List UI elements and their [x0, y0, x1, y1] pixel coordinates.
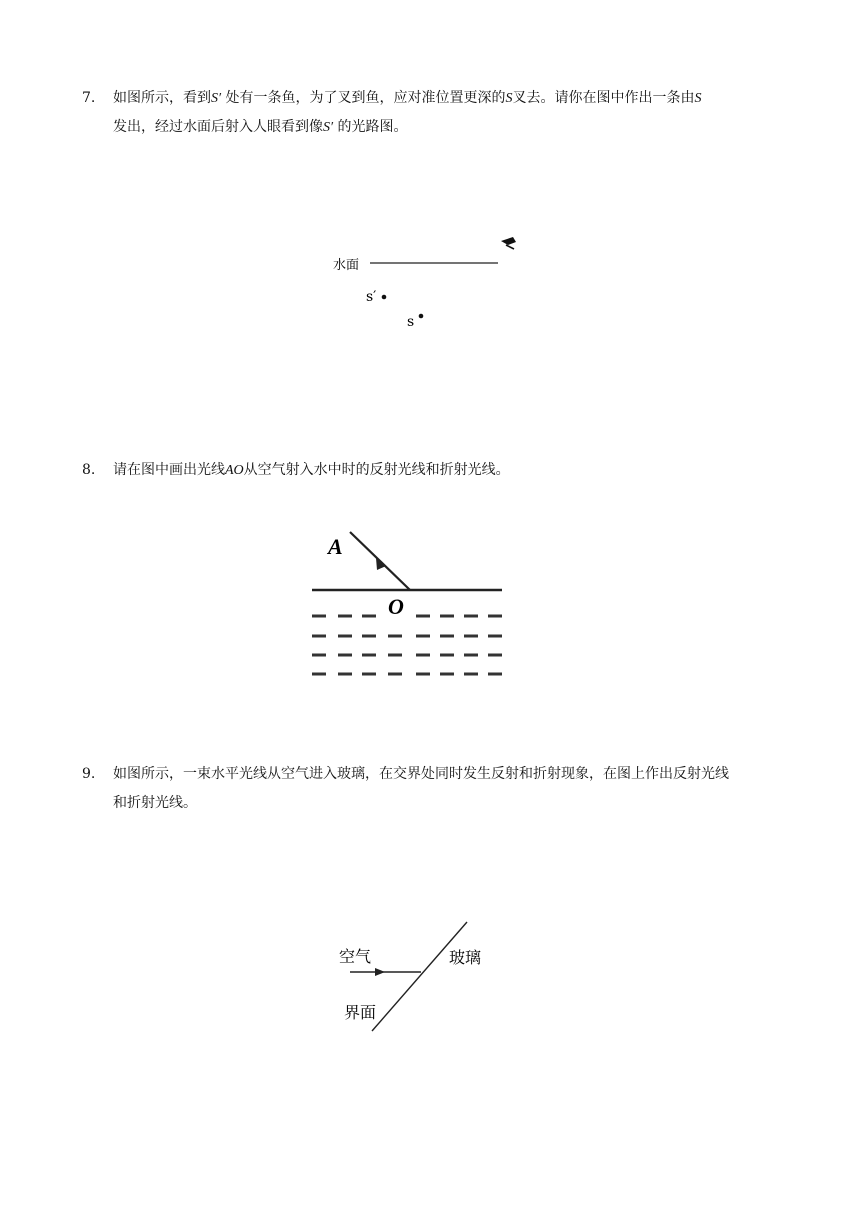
text-segment: 处有一条鱼，为了叉到鱼，应对准位置更深的 — [221, 90, 506, 106]
incident-ray-ao — [350, 532, 410, 590]
text-segment: 发出，经过水面后射入人眼看到像 — [113, 119, 323, 135]
question-text — [113, 760, 782, 818]
question-line — [113, 84, 782, 113]
text-segment: 叉去。请你在图中作出一条由 — [512, 90, 695, 106]
text-segment: 请在图中画出光线 — [113, 462, 225, 478]
text-segment: 的光路图。 — [333, 119, 408, 135]
text-segment: 如图所示，一束水平光线从空气进入玻璃，在交界处同时发生反射和折射现象，在图上作出反射光线 — [113, 766, 729, 782]
symbol-s-prime: S′ — [211, 91, 222, 106]
interface-line — [372, 922, 467, 1031]
question-9 — [82, 760, 782, 818]
figure-water-surface — [328, 228, 528, 336]
symbol-ao: AO — [225, 463, 244, 478]
question-8 — [82, 456, 782, 485]
object-point-label: s — [407, 314, 415, 330]
question-text — [113, 84, 782, 142]
interface-label: 界面 — [344, 1003, 377, 1022]
question-number: 7. — [82, 90, 96, 106]
question-7 — [82, 84, 782, 142]
question-number: 9. — [82, 766, 96, 782]
question-line — [113, 760, 782, 789]
incidence-point-label: O — [388, 594, 404, 619]
symbol-s: S — [694, 91, 702, 106]
text-segment: 从空气射入水中时的反射光线和折射光线。 — [243, 462, 510, 478]
question-line — [113, 789, 782, 818]
glass-label: 玻璃 — [449, 948, 482, 967]
arrow-head-icon — [375, 968, 385, 976]
text-segment: 如图所示，看到 — [113, 90, 211, 106]
figure-air-glass — [332, 918, 492, 1036]
symbol-s: S — [505, 91, 513, 106]
figure-air-water — [306, 528, 506, 684]
air-label: 空气 — [339, 947, 372, 966]
text-segment: 和折射光线。 — [113, 795, 197, 811]
question-number: 8. — [82, 462, 96, 478]
symbol-s-prime: S′ — [323, 120, 334, 135]
eye-icon — [501, 237, 516, 249]
ray-start-label: A — [328, 534, 343, 559]
question-text — [113, 456, 782, 485]
object-point-dot — [419, 314, 424, 319]
image-point-dot — [382, 295, 387, 300]
image-point-label: s′ — [366, 289, 377, 305]
question-line — [113, 113, 782, 142]
question-line — [113, 456, 782, 485]
water-surface-label: 水面 — [333, 258, 360, 273]
water-hatching — [312, 616, 502, 674]
